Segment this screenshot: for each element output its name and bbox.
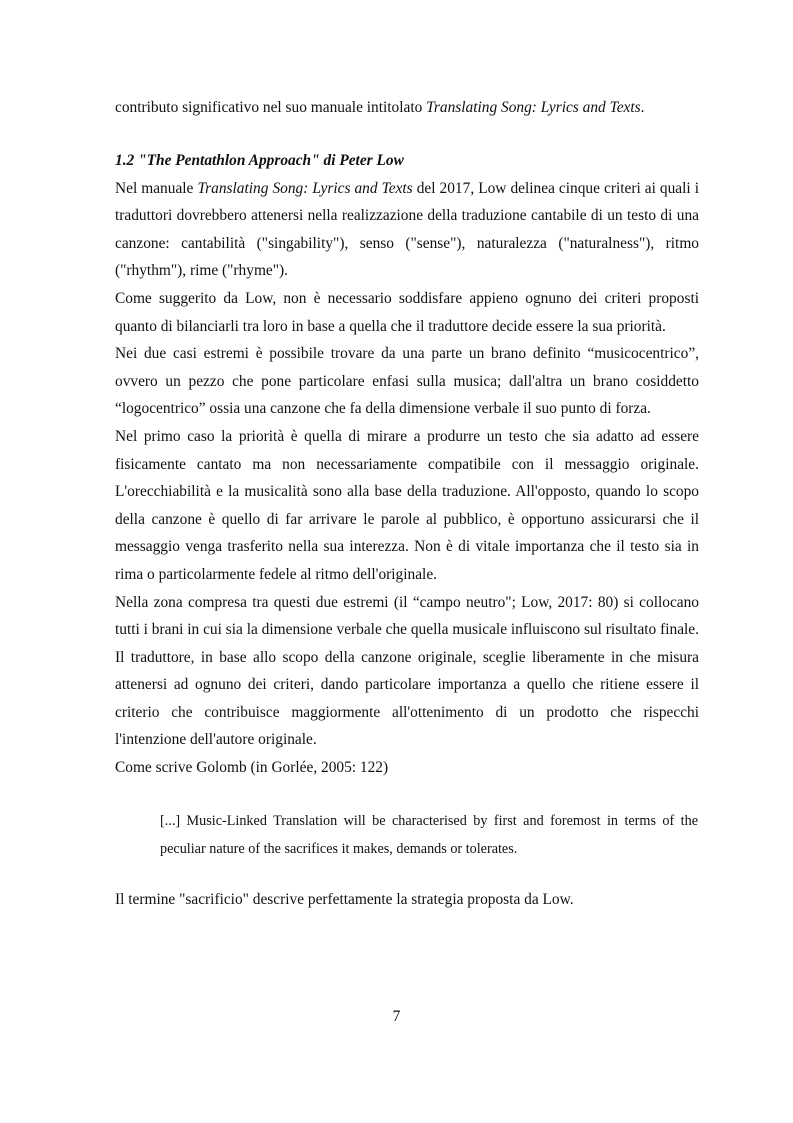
block-quote: [...] Music-Linked Translation will be characterised by first and foremost in terms of the peculiar nature of the sacrifices it makes, demands or tolerates. (160, 813, 698, 857)
continuation-paragraph (115, 94, 699, 122)
section-1-2 (115, 147, 699, 782)
paragraph-intro-text: del 2017, Low delinea cinque criteri ai quali i traduttori dovrebbero attenersi nella realizzazione della traduzione cantabile di un testo di una canzone: cantabilità ("singability"), senso ("sense"), naturalezza ("naturalness"), ritmo ("rhythm"), rime ("rhyme"). (115, 179, 699, 280)
paragraph-neutral-field: Nella zona compresa tra questi due estremi (il “campo neutro"; Low, 2017: 80) si collocano tutti i brani in cui sia la dimensione verbale che quella musicale influiscono sul risultato finale. Il traduttore, in base allo scopo della canzone originale, sceglie liberamente in che misura attenersi ad ognuno dei criteri, dando particolare importanza a quello che ritiene essere il criterio che contribuisce maggiormente all'ottenimento di un prodotto che rispecchi l'intenzione dell'autore originale. (115, 593, 699, 749)
paragraph-priorities: Nel primo caso la priorità è quella di mirare a produrre un testo che sia adatto ad essere fisicamente cantato ma non necessariamente compatibile con il messaggio originale. L'orecchiabilità e la musicalità sono alla base della traduzione. All'opposto, quando lo scopo della canzone è quello di far arrivare le parole al pubblico, è opportuno assicurarsi che il messaggio venga trasferito nella sua interezza. Non è di vitale importanza che il testo sia in rima o particolarmente fedele al ritmo dell'originale. (115, 427, 699, 583)
page-number: 7 (392, 1008, 401, 1025)
paragraph-intro-prefix: Nel manuale (115, 179, 198, 197)
section-heading: 1.2 "The Pentathlon Approach" di Peter Low (115, 152, 404, 169)
closing-paragraph: Il termine "sacrificio" descrive perfettamente la strategia proposta da Low. (115, 891, 574, 908)
book-title: Translating Song: Lyrics and Texts (197, 179, 413, 197)
book-title: Translating Song: Lyrics and Texts (426, 99, 641, 116)
continuation-suffix: . (640, 99, 645, 116)
paragraph-intro (115, 175, 699, 285)
paragraph-golomb-intro: Come scrive Golomb (in Gorlée, 2005: 122) (115, 759, 389, 777)
paragraph-extremes: Nei due casi estremi è possibile trovare da una parte un brano definito “musicocentrico”, ovvero un pezzo che pone particolare enfasi sulla musica; dall'altra un brano cosiddetto “logocentrico” ossia una canzone che fa della dimensione verbale il suo punto di forza. (115, 345, 699, 418)
paragraph-balance: Come suggerito da Low, non è necessario soddisfare appieno ognuno dei criteri proposti quanto di bilanciarli tra loro in base a quella che il traduttore decide essere la sua priorità. (115, 289, 699, 335)
continuation-text: contributo significativo nel suo manuale intitolato (115, 99, 427, 116)
